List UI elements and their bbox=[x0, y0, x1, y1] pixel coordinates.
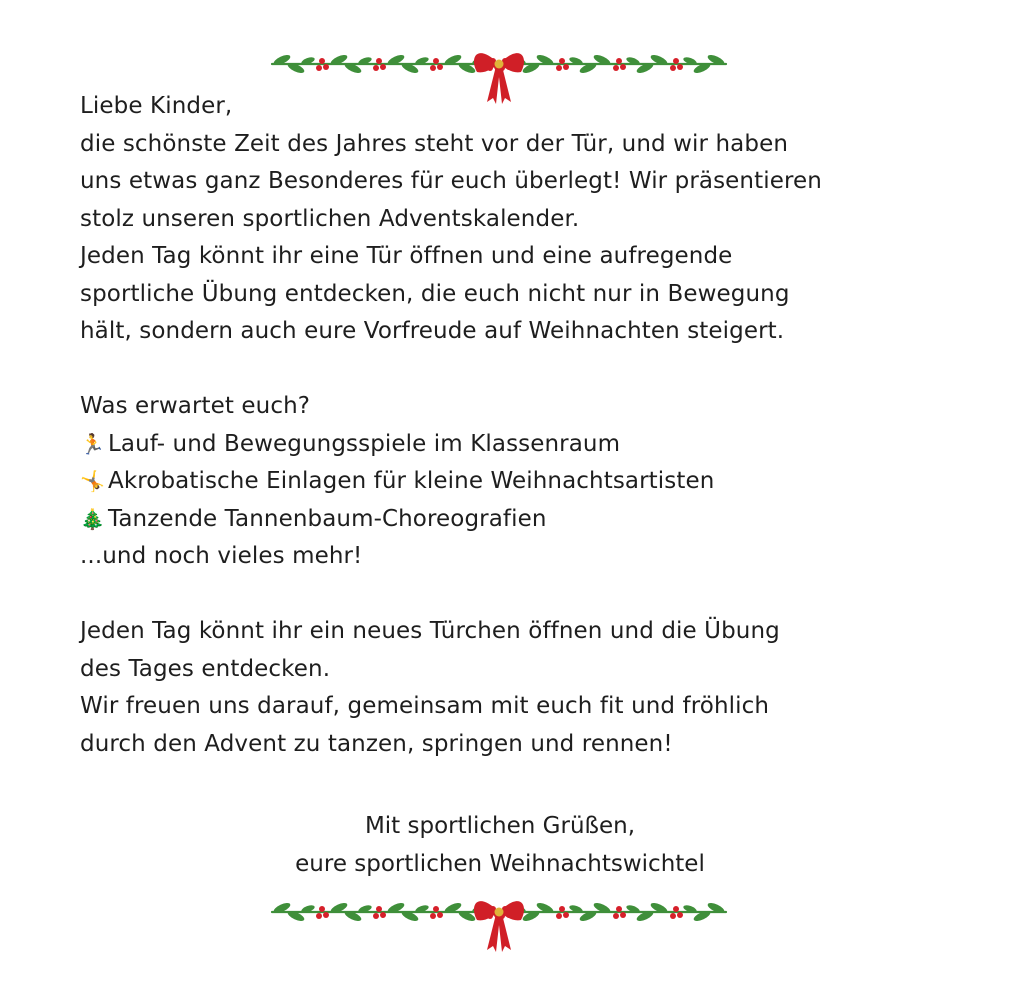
holly-berry bbox=[673, 906, 679, 912]
holly-berry bbox=[670, 913, 676, 919]
letter-body bbox=[80, 88, 980, 763]
signoff-line: Mit sportlichen Grüßen, bbox=[364, 813, 636, 839]
holly-berry bbox=[380, 64, 386, 70]
holly-berry bbox=[373, 65, 379, 71]
holly-berry bbox=[677, 912, 683, 918]
holly-berry bbox=[559, 906, 565, 912]
holly-berry bbox=[316, 913, 322, 919]
holly-berry bbox=[563, 912, 569, 918]
holly-berry bbox=[373, 913, 379, 919]
holly-berry bbox=[616, 58, 622, 64]
holly-berry bbox=[613, 65, 619, 71]
signature: eure sportlichen Weihnachtswichtel bbox=[295, 850, 705, 877]
holly-berry bbox=[430, 913, 436, 919]
intro-line: Jeden Tag könnt ihr eine Tür öffnen und eine aufregende bbox=[80, 243, 733, 269]
holly-berry bbox=[559, 58, 565, 64]
holly-berry bbox=[433, 58, 439, 64]
holly-berry bbox=[437, 64, 443, 70]
closing-line: Jeden Tag könnt ihr ein neues Türchen öffnen und die Übung bbox=[80, 618, 780, 644]
holly-berry bbox=[323, 64, 329, 70]
feature-text: Lauf- und Bewegungsspiele im Klassenraum bbox=[108, 430, 621, 457]
holly-berry bbox=[616, 906, 622, 912]
intro-line: sportliche Übung entdecken, die euch nicht nur in Bewegung bbox=[80, 280, 790, 307]
question-heading: Was erwartet euch? bbox=[80, 393, 311, 419]
holly-berry bbox=[673, 58, 679, 64]
running-person-icon: 🏃 bbox=[80, 431, 106, 456]
holly-berry bbox=[376, 906, 382, 912]
holly-berry bbox=[613, 913, 619, 919]
signoff bbox=[0, 808, 1000, 883]
feature-item bbox=[80, 463, 980, 501]
intro-line: uns etwas ganz Besonderes für euch überlegt! Wir präsentieren bbox=[80, 168, 822, 194]
holly-berry bbox=[437, 912, 443, 918]
holly-berry bbox=[323, 912, 329, 918]
cartwheel-person-icon: 🤸 bbox=[80, 469, 106, 493]
intro-line: hält, sondern auch eure Vorfreude auf Weihnachten steigert. bbox=[80, 318, 785, 344]
holly-berry bbox=[677, 64, 683, 70]
closing-line: des Tages entdecken. bbox=[80, 655, 331, 682]
holly-berry bbox=[563, 64, 569, 70]
feature-item bbox=[80, 501, 980, 539]
holly-berry bbox=[556, 65, 562, 71]
holly-berry bbox=[430, 65, 436, 71]
feature-text: Akrobatische Einlagen für kleine Weihnachtsartisten bbox=[108, 468, 715, 494]
feature-text: Tanzende Tannenbaum-Choreografien bbox=[108, 505, 547, 532]
intro-line: die schönste Zeit des Jahres steht vor der Tür, und wir haben bbox=[80, 130, 788, 157]
holly-berry bbox=[556, 913, 562, 919]
christmas-tree-icon: 🎄 bbox=[80, 506, 106, 531]
feature-item bbox=[80, 426, 980, 464]
holly-garland-bottom bbox=[264, 890, 734, 952]
holly-berry bbox=[620, 64, 626, 70]
holly-berry bbox=[620, 912, 626, 918]
closing-line: Wir freuen uns darauf, gemeinsam mit euch fit und fröhlich bbox=[80, 693, 770, 719]
holly-berry bbox=[376, 58, 382, 64]
holly-berry bbox=[319, 906, 325, 912]
holly-berry bbox=[670, 65, 676, 71]
greeting: Liebe Kinder, bbox=[80, 93, 233, 119]
intro-line: stolz unseren sportlichen Adventskalender. bbox=[80, 205, 580, 232]
holly-berry bbox=[316, 65, 322, 71]
closing-line: durch den Advent zu tanzen, springen und rennen! bbox=[80, 730, 673, 757]
holly-berry bbox=[433, 906, 439, 912]
holly-berry bbox=[380, 912, 386, 918]
more-text: ...und noch vieles mehr! bbox=[80, 543, 363, 569]
bow-icon bbox=[474, 901, 524, 952]
holly-berry bbox=[319, 58, 325, 64]
